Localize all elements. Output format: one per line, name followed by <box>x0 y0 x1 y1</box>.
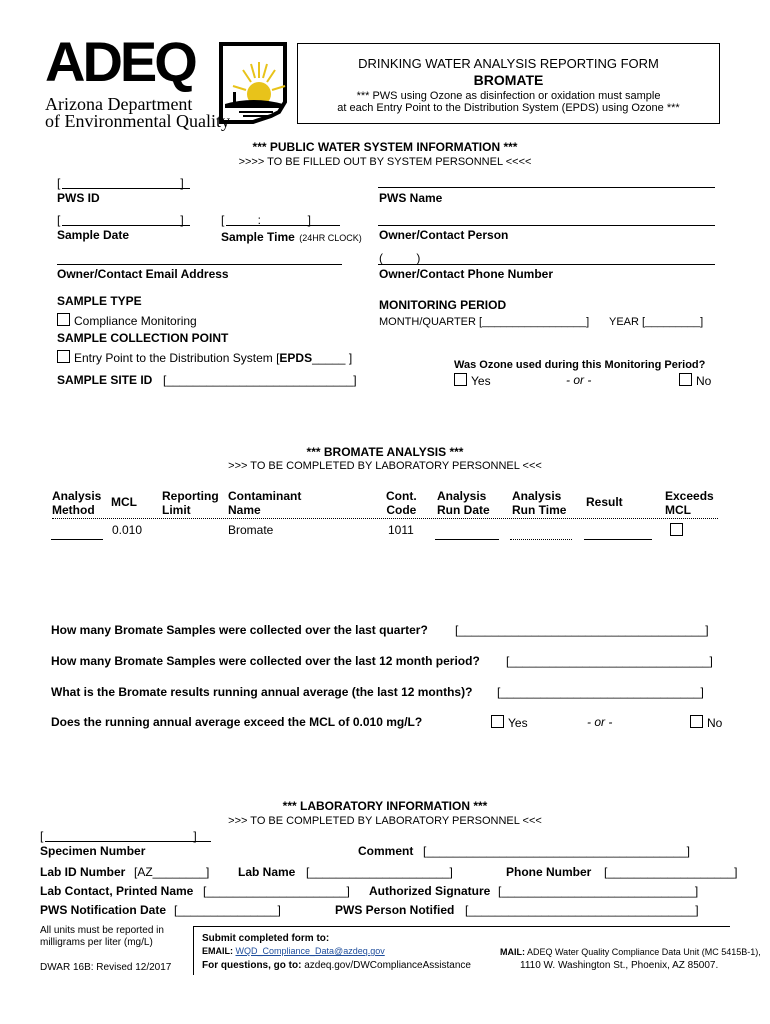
lab-contact-label: Lab Contact, Printed Name <box>40 884 194 898</box>
question-quarter-field[interactable]: [_____________________________________] <box>455 623 709 637</box>
email-link[interactable]: WQD_Compliance_Data@azdeq.gov <box>235 946 385 956</box>
mail-label: MAIL: <box>500 947 525 957</box>
header-rule <box>52 518 718 519</box>
entry-point-label: Entry Point to the Distribution System [ <box>74 351 280 365</box>
col-mcl: MCL <box>111 495 137 509</box>
question-exceed-mcl: Does the running annual average exceed the MCL of 0.010 mg/L? <box>51 715 423 729</box>
lab-phone-label: Phone Number <box>506 865 592 879</box>
sample-site-label: SAMPLE SITE ID <box>57 373 153 387</box>
sample-time-label-group <box>221 228 362 246</box>
lab-section-heading: *** LABORATORY INFORMATION *** <box>282 799 488 813</box>
entry-point-option[interactable] <box>57 350 352 365</box>
exceed-yes-label: Yes <box>508 716 528 730</box>
mail-line-1 <box>500 947 761 957</box>
entry-point-checkbox[interactable] <box>57 350 70 363</box>
questions-link[interactable]: azdeq.gov/DWComplianceAssistance <box>304 960 471 971</box>
exceed-no-option[interactable] <box>690 715 722 730</box>
owner-contact-field[interactable] <box>378 225 715 226</box>
submit-box <box>193 926 761 975</box>
phone-field[interactable] <box>378 264 715 265</box>
specimen-field[interactable]: [ ] <box>40 829 197 843</box>
pws-section-heading: *** PUBLIC WATER SYSTEM INFORMATION *** <box>252 140 518 154</box>
phone-area-code[interactable]: ( ) <box>379 251 421 265</box>
sample-date-label: Sample Date <box>57 228 130 242</box>
pws-id-field[interactable]: [ ] <box>57 176 184 190</box>
col-contaminant-name: Contaminant Name <box>228 489 302 517</box>
question-quarter: How many Bromate Samples were collected over the last quarter? <box>51 623 428 637</box>
pws-section-subheading: >>>> TO BE FILLED OUT BY SYSTEM PERSONNEL <<<< <box>238 156 532 168</box>
email-label-footer: EMAIL: <box>202 946 233 956</box>
lab-contact-field[interactable]: [_____________________] <box>203 884 350 898</box>
lab-phone-field[interactable]: [___________________] <box>604 865 738 879</box>
run-time-field[interactable] <box>510 539 572 540</box>
mail-address-1: ADEQ Water Quality Compliance Data Unit (MC 5415B-1), <box>527 947 761 957</box>
pws-notified-label: PWS Person Notified <box>335 903 455 917</box>
col-method: Analysis Method <box>52 489 102 517</box>
result-field[interactable] <box>584 539 652 540</box>
title-box <box>297 43 720 124</box>
question-12-month: How many Bromate Samples were collected over the last 12 month period? <box>51 654 480 668</box>
col-reporting-limit: Reporting Limit <box>162 489 219 517</box>
compliance-monitoring-checkbox[interactable] <box>57 313 70 326</box>
pws-notification-field[interactable]: [_______________] <box>174 903 281 917</box>
form-note-2: at each Entry Point to the Distribution System (EPDS) using Ozone *** <box>337 102 680 114</box>
exceed-no-label: No <box>707 716 723 730</box>
units-note-2: milligrams per liter (mg/L) <box>40 937 153 948</box>
email-line <box>202 946 385 956</box>
units-note-1: All units must be reported in <box>40 925 164 936</box>
collection-point-label: SAMPLE COLLECTION POINT <box>57 331 229 345</box>
pws-id-label: PWS ID <box>57 191 100 205</box>
epds-label: EPDS <box>279 351 313 365</box>
analysis-section-subheading: >>> TO BE COMPLETED BY LABORATORY PERSONNEL <<< <box>228 460 542 472</box>
col-result: Result <box>586 495 623 509</box>
row-contaminant: Bromate <box>228 523 274 537</box>
lab-section-subheading: >>> TO BE COMPLETED BY LABORATORY PERSONNEL <<< <box>228 815 542 827</box>
questions-label: For questions, go to: <box>202 960 302 971</box>
form-title: DRINKING WATER ANALYSIS REPORTING FORM <box>358 56 659 71</box>
compliance-monitoring-option[interactable] <box>57 313 197 328</box>
ozone-yes-option[interactable] <box>454 373 491 388</box>
run-date-field[interactable] <box>435 539 499 540</box>
submit-label: Submit completed form to: <box>202 933 330 944</box>
col-cont-code: Cont. Code <box>386 489 417 517</box>
logo-line1: Arizona Department <box>45 94 193 114</box>
form-note-1: *** PWS using Ozone as disinfection or oxidation must sample <box>356 90 661 102</box>
row-code: 1011 <box>388 523 414 537</box>
epds-field[interactable]: _____ ] <box>312 351 353 365</box>
sample-type-label: SAMPLE TYPE <box>57 294 142 308</box>
comment-label: Comment <box>358 844 414 858</box>
row-mcl: 0.010 <box>112 523 143 537</box>
mail-address-2: 1110 W. Washington St., Phoenix, AZ 85007. <box>520 960 719 971</box>
pws-notification-label: PWS Notification Date <box>40 903 167 917</box>
exceed-no-checkbox[interactable] <box>690 715 703 728</box>
lab-name-label: Lab Name <box>238 865 296 879</box>
compliance-monitoring-label: Compliance Monitoring <box>74 314 197 328</box>
month-quarter-field[interactable]: MONTH/QUARTER [_________________] <box>379 316 590 328</box>
question-running-average-field[interactable]: [______________________________] <box>497 685 704 699</box>
col-run-time: Analysis Run Time <box>512 489 567 517</box>
sample-time-label: Sample Time <box>221 230 295 244</box>
questions-line <box>202 960 471 971</box>
lab-name-field[interactable]: [_____________________] <box>306 865 453 879</box>
exceed-or: - or - <box>587 715 613 729</box>
question-running-average: What is the Bromate results running annual average (the last 12 months)? <box>51 685 473 699</box>
ozone-yes-label: Yes <box>471 374 491 388</box>
form-id: DWAR 16B: Revised 12/2017 <box>40 962 172 973</box>
ozone-no-label: No <box>696 374 712 388</box>
monitoring-period-label: MONITORING PERIOD <box>379 298 507 312</box>
phone-label: Owner/Contact Phone Number <box>379 267 554 281</box>
exceeds-mcl-checkbox[interactable] <box>670 523 683 536</box>
exceed-yes-checkbox[interactable] <box>491 715 504 728</box>
year-field[interactable]: YEAR [_________] <box>609 316 704 328</box>
pws-notified-field[interactable]: [__________________________________] <box>465 903 699 917</box>
owner-contact-label: Owner/Contact Person <box>379 228 509 242</box>
ozone-or: - or - <box>566 373 592 387</box>
pws-name-field[interactable] <box>378 187 715 188</box>
ozone-question: Was Ozone used during this Monitoring Period? <box>454 359 706 371</box>
sample-date-field[interactable]: [ ] <box>57 213 184 227</box>
exceed-yes-option[interactable] <box>491 715 528 730</box>
ozone-no-option[interactable] <box>679 373 711 388</box>
analysis-section-heading: *** BROMATE ANALYSIS *** <box>306 445 464 459</box>
ozone-yes-checkbox[interactable] <box>454 373 467 386</box>
ozone-no-checkbox[interactable] <box>679 373 692 386</box>
col-exceeds-mcl: Exceeds MCL <box>665 489 714 517</box>
pws-name-label: PWS Name <box>379 191 443 205</box>
question-12-month-field[interactable]: [______________________________] <box>506 654 713 668</box>
auth-signature-label: Authorized Signature <box>369 884 491 898</box>
lab-id-field[interactable]: [AZ________] <box>134 865 210 879</box>
logo-word: ADEQ <box>45 30 195 93</box>
col-run-date: Analysis Run Date <box>437 489 490 517</box>
sample-time-hint: (24HR CLOCK) <box>299 233 362 243</box>
comment-field[interactable]: [_______________________________________] <box>423 844 690 858</box>
form-subtitle: BROMATE <box>473 72 544 88</box>
method-field[interactable] <box>51 539 103 540</box>
sample-time-field[interactable]: [ : ] <box>221 213 312 227</box>
logo-line2: of Environmental Quality <box>45 111 230 131</box>
email-field[interactable] <box>57 264 342 265</box>
specimen-label: Specimen Number <box>40 844 146 858</box>
auth-signature-field[interactable]: [_____________________________] <box>498 884 699 898</box>
sample-site-field[interactable]: [____________________________] <box>163 373 357 387</box>
email-label: Owner/Contact Email Address <box>57 267 229 281</box>
lab-id-label: Lab ID Number <box>40 865 126 879</box>
